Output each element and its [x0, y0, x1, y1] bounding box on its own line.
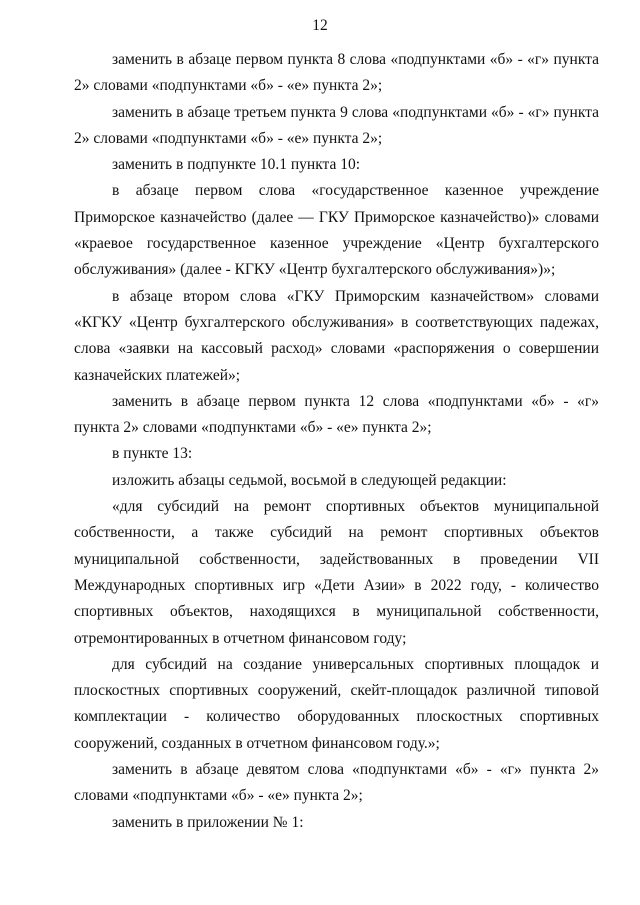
paragraph: в абзаце втором слова «ГКУ Приморским казначейством» словами «КГКУ «Центр бухгалтерского обслуживания» в соответствующих падежах, слова «заявки на кассовый расход» словами «распоряжения о совершении казначейских платежей»; [74, 287, 599, 384]
paragraph: заменить в приложении № 1: [112, 813, 304, 831]
paragraph: заменить в подпункте 10.1 пункта 10: [112, 156, 361, 174]
document-body [74, 47, 599, 836]
paragraph: для субсидий на создание универсальных спортивных площадок и плоскостных спортивных сооружений, скейт-площадок различной типовой комплектации - количество оборудованных плоскостных спортивных сооружений, созданных в отчетном финансовом году.»; [74, 655, 599, 752]
paragraph: заменить в абзаце третьем пункта 9 слова «подпунктами «б» - «г» пункта 2» словами «подпунктами «б» - «е» пункта 2»; [74, 103, 599, 147]
paragraph: «для субсидий на ремонт спортивных объектов муниципальной собственности, а также субсидий на ремонт спортивных объектов муниципальной собственности, задействованных в проведении VII Международных спортивных игр «Дети Азии» в 2022 году, - количество спортивных объектов, находящихся в муниципальной собственности, отремонтированных в отчетном финансовом году; [74, 498, 599, 647]
page-number: 12 [312, 17, 328, 34]
paragraph: заменить в абзаце первом пункта 12 слова «подпунктами «б» - «г» пункта 2» словами «подпунктами «б» - «е» пункта 2»; [74, 392, 599, 437]
paragraph: в пункте 13: [112, 445, 193, 463]
paragraph: заменить в абзаце девятом слова «подпунктами «б» - «г» пункта 2» словами «подпунктами «б» - «е» пункта 2»; [74, 761, 599, 805]
paragraph: изложить абзацы седьмой, восьмой в следующей редакции: [112, 471, 507, 489]
paragraph: в абзаце первом слова «государственное казенное учреждение Приморское казначейство (далее — ГКУ Приморское казначейство)» словами «краевое государственное казенное учреждение «Центр бухгалтерского обслуживания» (далее - КГКУ «Центр бухгалтерского обслуживания»)»; [74, 182, 599, 279]
paragraph: заменить в абзаце первом пункта 8 слова «подпунктами «б» - «г» пункта 2» словами «подпунктами «б» - «е» пункта 2»; [74, 51, 599, 95]
